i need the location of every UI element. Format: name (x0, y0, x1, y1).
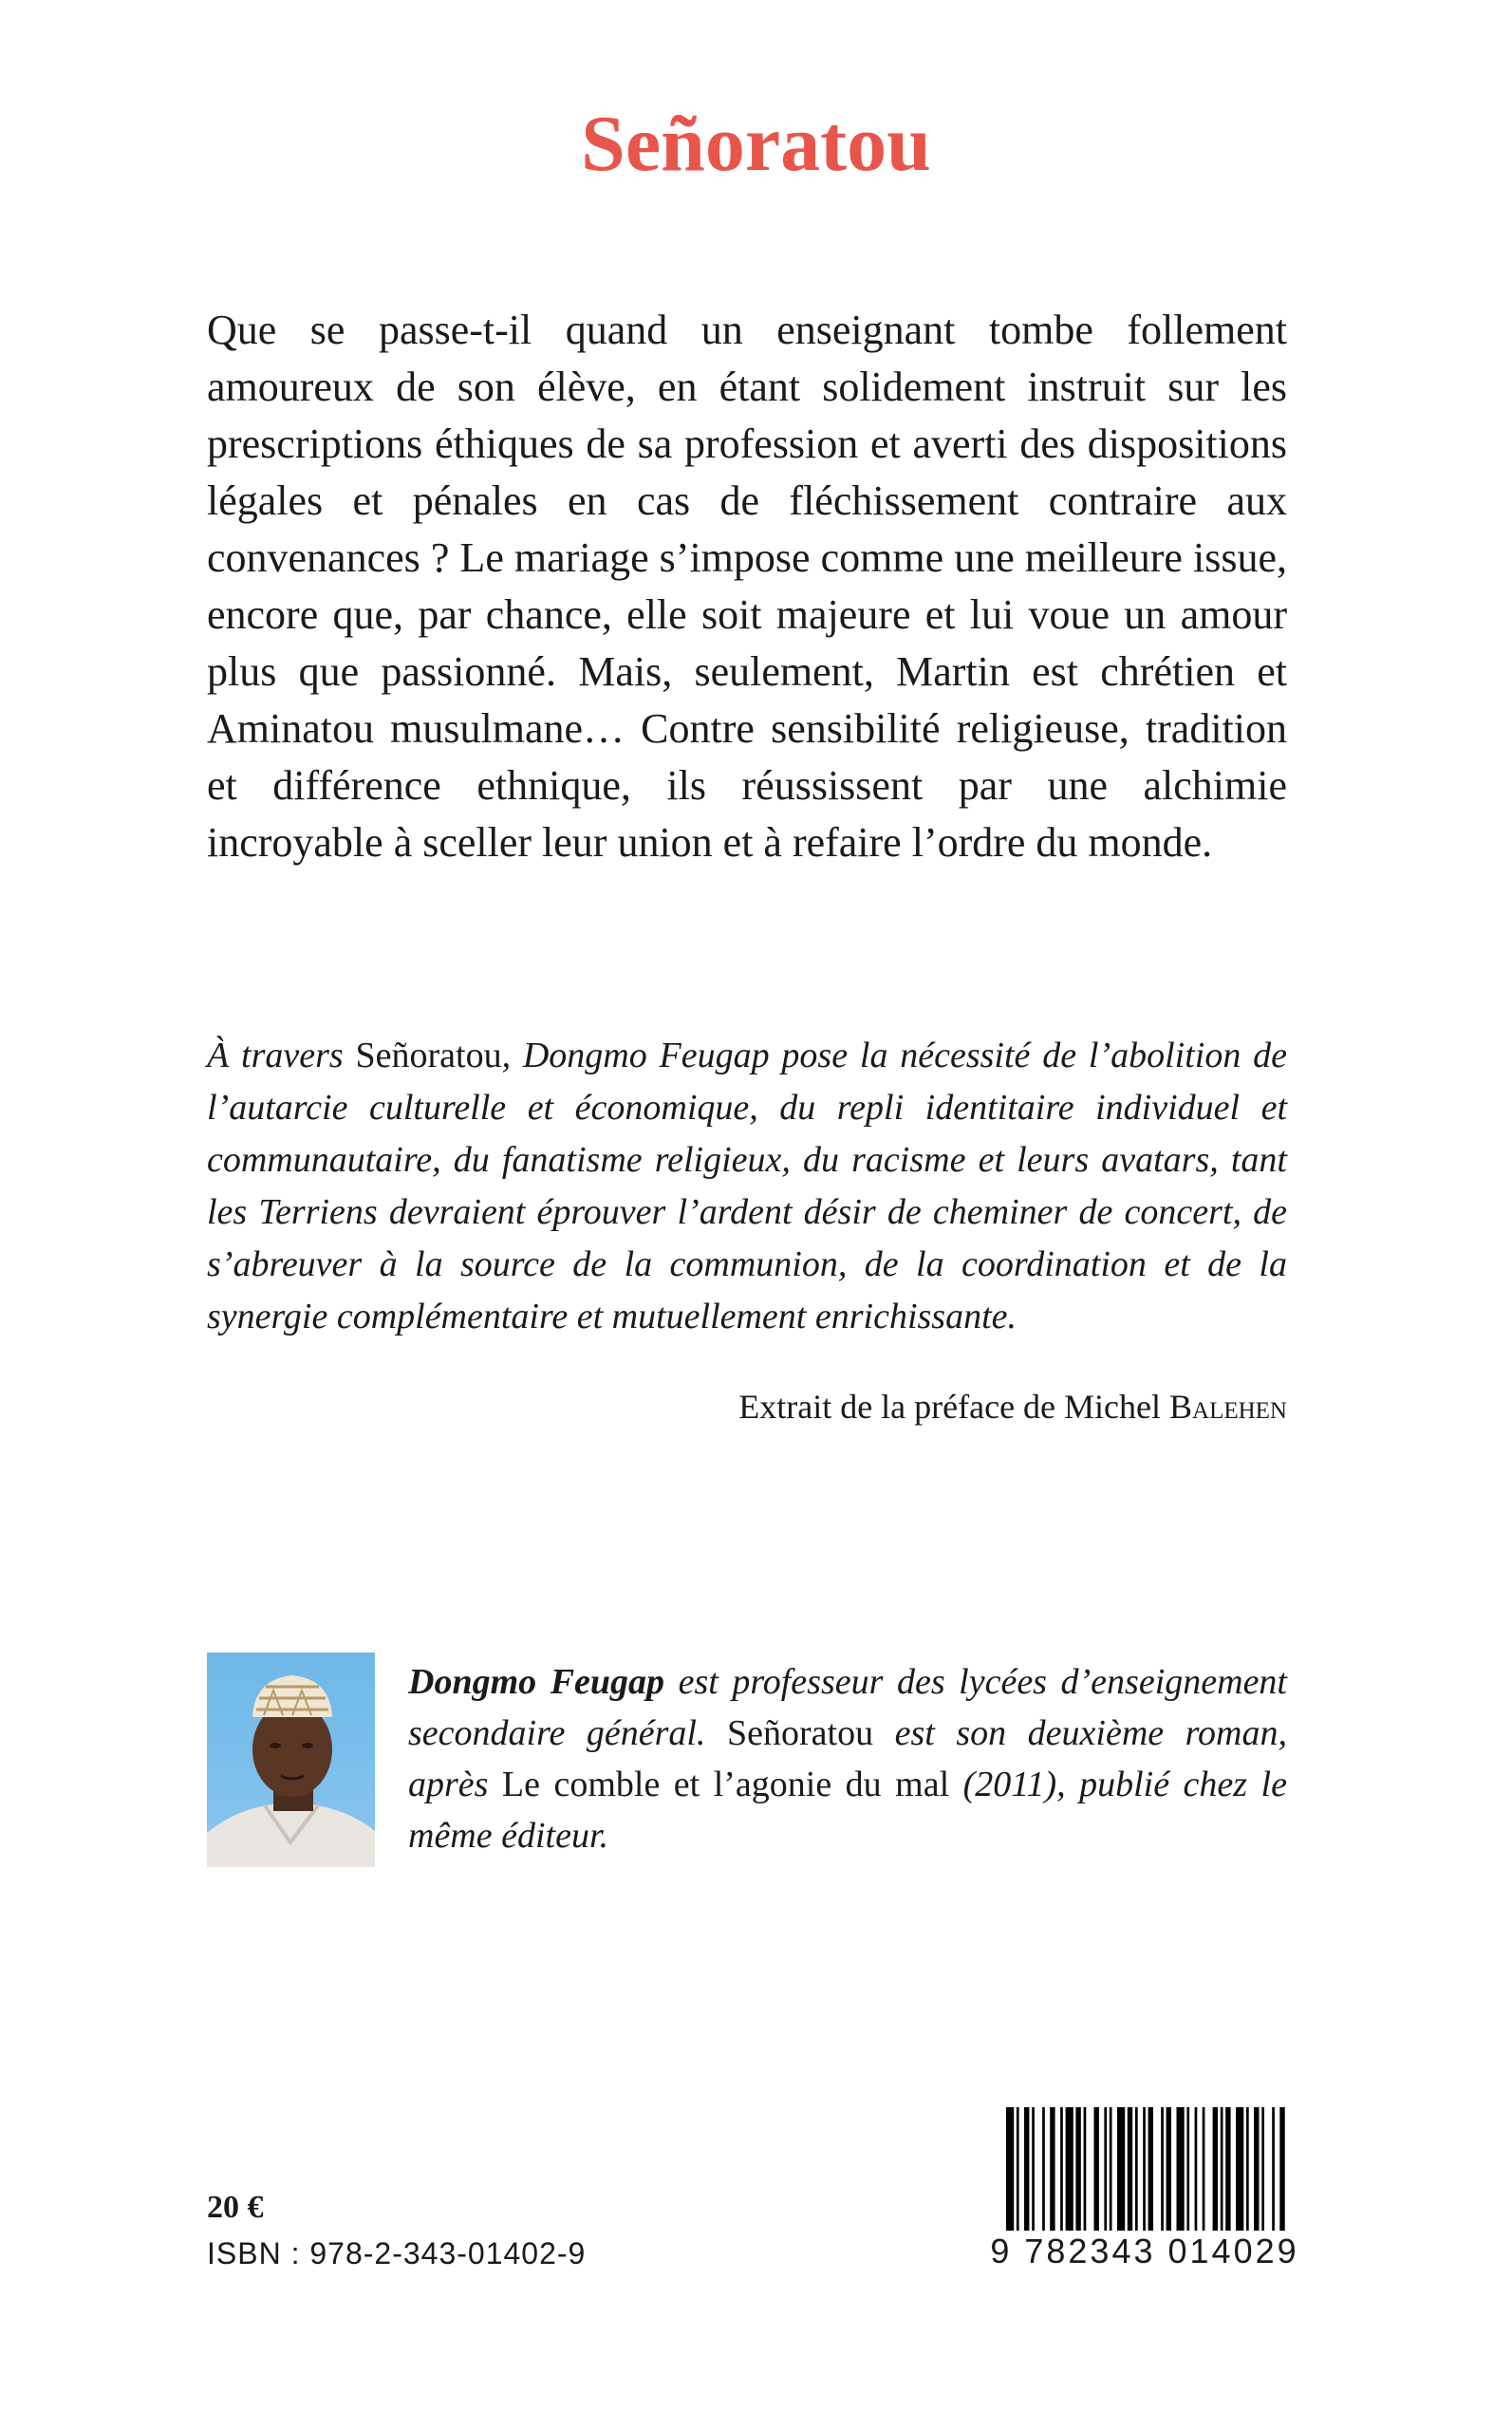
barcode-bar (1050, 2107, 1055, 2231)
book-title: Señoratou (581, 100, 931, 188)
barcode-digits: 9 782343 014029 (987, 2231, 1302, 2272)
barcode-bar (1272, 2107, 1275, 2231)
author-name: Dongmo Feugap (408, 1662, 665, 1702)
barcode-bar (1017, 2107, 1019, 2231)
author-portrait-drawing (207, 1653, 375, 1867)
barcode-bar (1110, 2107, 1112, 2231)
bio-part-3: (2011), publié chez le même éditeur. (408, 1765, 1287, 1856)
quote-body: , Dongmo Feugap pose la nécessité de l’abolition de l’autarcie culturelle et économique, du repli identitaire individuel et communautaire, du fanatisme religieux, du racisme et leurs avatars, tant les Terriens devraient éprouver l’ardent désir de cheminer de concert, de s’abreuver à la source de la communion, de la coordination et de la synergie complémentaire et mutuellement enrichissante. (207, 1036, 1287, 1336)
barcode-bar (1042, 2107, 1045, 2231)
barcode-bar (1104, 2107, 1107, 2231)
barcode-bar (1225, 2107, 1230, 2231)
barcode-bars (995, 2107, 1295, 2231)
barcode-bar (1006, 2107, 1014, 2231)
barcode-bar (1084, 2107, 1087, 2231)
barcode-bar (1177, 2107, 1185, 2231)
barcode-bar (1213, 2107, 1218, 2231)
attribution-prefix: Extrait de la préface de Michel (738, 1388, 1169, 1426)
barcode-bar (1221, 2107, 1223, 2231)
preface-quote-text (207, 1030, 1287, 1343)
author-bio-text (408, 1656, 1287, 1861)
attribution-surname: Balehen (1169, 1388, 1287, 1426)
barcode-bar (1135, 2107, 1138, 2231)
barcode-bar (1024, 2107, 1029, 2231)
barcode-bar (1148, 2107, 1153, 2231)
price: 20 € (207, 2190, 264, 2225)
barcode-bar (1167, 2107, 1171, 2231)
barcode-bar (1186, 2107, 1189, 2231)
author-portrait-icon (207, 1653, 375, 1867)
quote-book-title: Señoratou (355, 1036, 502, 1075)
barcode-bar (1203, 2107, 1205, 2231)
bio-previous-title: Le comble et l’agonie du mal (501, 1765, 950, 1804)
bio-part-1: est professeur des lycées d’enseignement secondaire général. (408, 1662, 1287, 1753)
barcode-bar (1094, 2107, 1099, 2231)
author-bio (408, 1656, 1287, 1861)
quote-lead: À travers (207, 1036, 356, 1075)
synopsis-text: Que se passe-t-il quand un enseignant tombe follement amoureux de son élève, en étant solidement instruit sur les prescriptions éthiques de sa profession et averti des dispositions légales et pénales en cas de fléchissement contraire aux convenances ? Le mariage s’impose comme une meilleure issue, encore que, par chance, elle soit majeure et lui voue un amour plus que passionné. Mais, seulement, Martin est chrétien et Aminatou musulmane… Contre sensibilité religieuse, tradition et différence ethnique, ils réussissent par une alchimie incroyable à sceller leur union et à refaire l’ordre du monde. (207, 307, 1287, 866)
barcode-bar (1279, 2107, 1284, 2231)
barcode-bar (1143, 2107, 1146, 2231)
barcode-bar (1246, 2107, 1249, 2231)
barcode-bar (1032, 2107, 1035, 2231)
barcode-bar (1128, 2107, 1132, 2231)
preface-quote (207, 1030, 1287, 1343)
barcode-bar (1261, 2107, 1264, 2231)
barcode-bar (1060, 2107, 1063, 2231)
synopsis (207, 302, 1287, 871)
barcode-bar (1066, 2107, 1073, 2231)
bio-part-2: est son deuxième roman, après (408, 1713, 1287, 1804)
barcode-bar (1161, 2107, 1164, 2231)
preface-attribution (207, 1383, 1287, 1430)
barcode-bar (1117, 2107, 1125, 2231)
barcode-bar (1254, 2107, 1259, 2231)
bio-book-title: Señoratou (726, 1713, 874, 1753)
barcode-bar (1236, 2107, 1243, 2231)
isbn: ISBN : 978-2-343-01402-9 (207, 2236, 587, 2270)
barcode-bar (1195, 2107, 1198, 2231)
barcode-bar (1075, 2107, 1080, 2231)
